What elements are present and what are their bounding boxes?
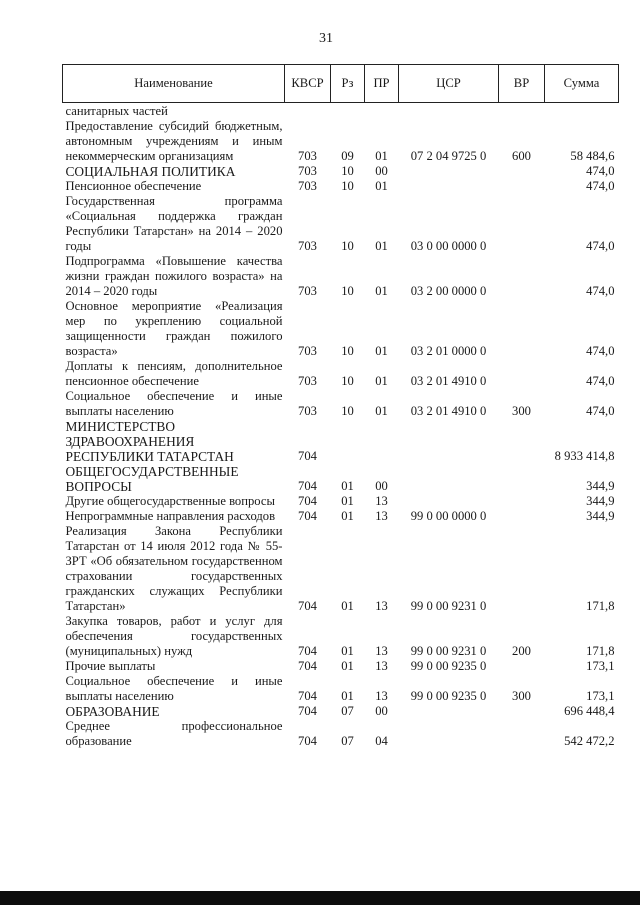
cell-rz: 09 xyxy=(341,149,354,163)
cell-csr xyxy=(399,719,499,749)
cell-sum: 474,0 xyxy=(586,284,615,298)
cell-name: Пенсионное обеспечение xyxy=(65,179,202,193)
cell-name: Основное мероприятие «Реализация мер по укреплению социальной защищенности граждан пожилого возраста» xyxy=(65,299,283,358)
cell-rz: 01 xyxy=(341,599,354,613)
cell-name: Закупка товаров, работ и услуг для обеспечения государственных (муниципальных) нужд xyxy=(65,614,283,658)
cell-csr xyxy=(399,464,499,494)
table-row xyxy=(63,164,619,179)
table-row xyxy=(63,509,619,524)
table-row xyxy=(63,674,619,704)
cell-vr xyxy=(499,524,545,614)
cell-csr: 99 0 00 9231 0 xyxy=(410,599,487,613)
table-row xyxy=(63,179,619,194)
cell-pr: 01 xyxy=(375,284,388,298)
cell-pr: 13 xyxy=(375,689,388,703)
table-row xyxy=(63,254,619,299)
cell-vr: 200 xyxy=(512,644,531,658)
cell-name: Прочие выплаты xyxy=(65,659,156,673)
cell-sum: 474,0 xyxy=(586,374,615,388)
cell-pr: 13 xyxy=(375,644,388,658)
cell-name: Реализация Закона Республики Татарстан от 14 июля 2012 года № 55-ЗРТ «Об обязательном государственном страховании государственных гражданских служащих Республики Татарстан» xyxy=(65,524,283,613)
cell-rz: 01 xyxy=(341,479,354,493)
cell-rz: 01 xyxy=(341,659,354,673)
cell-name: СОЦИАЛЬНАЯ ПОЛИТИКА xyxy=(65,164,236,179)
cell-kvsr: 703 xyxy=(298,284,317,298)
cell-csr: 03 2 01 4910 0 xyxy=(410,374,487,388)
cell-csr: 99 0 00 9235 0 xyxy=(410,689,487,703)
cell-name: Другие общегосударственные вопросы xyxy=(65,494,275,508)
cell-kvsr: 704 xyxy=(298,689,317,703)
cell-vr: 600 xyxy=(512,149,531,163)
cell-sum: 474,0 xyxy=(586,239,615,253)
table-header xyxy=(63,65,619,103)
table-row xyxy=(63,704,619,719)
cell-vr xyxy=(499,164,545,179)
cell-kvsr: 704 xyxy=(298,509,317,523)
cell-kvsr: 703 xyxy=(298,374,317,388)
cell-vr: 300 xyxy=(512,689,531,703)
table-row xyxy=(63,103,619,120)
cell-sum: 8 933 414,8 xyxy=(554,449,615,463)
cell-csr: 99 0 00 0000 0 xyxy=(410,509,487,523)
table-row xyxy=(63,299,619,359)
cell-pr xyxy=(365,419,399,464)
cell-vr xyxy=(499,299,545,359)
cell-pr: 00 xyxy=(375,164,388,178)
header-csr: ЦСР xyxy=(399,65,499,103)
cell-kvsr: 704 xyxy=(298,644,317,658)
cell-kvsr: 703 xyxy=(298,404,317,418)
cell-rz: 10 xyxy=(341,164,354,178)
cell-vr: 300 xyxy=(512,404,531,418)
cell-name: Государственная программа «Социальная поддержка граждан Республики Татарстан» на 2014 – 2020 годы xyxy=(65,194,283,253)
cell-rz: 01 xyxy=(341,509,354,523)
header-kvsr: КВСР xyxy=(285,65,331,103)
table-row xyxy=(63,719,619,749)
cell-sum: 58 484,6 xyxy=(570,149,615,163)
cell-name: Среднее профессиональное образование xyxy=(65,719,283,748)
cell-sum: 344,9 xyxy=(586,479,615,493)
cell-sum: 173,1 xyxy=(586,659,615,673)
cell-vr xyxy=(499,359,545,389)
cell-sum: 542 472,2 xyxy=(564,734,615,748)
cell-name: Непрограммные направления расходов xyxy=(65,509,276,523)
cell-pr: 01 xyxy=(375,179,388,193)
cell-pr: 01 xyxy=(375,404,388,418)
cell-vr xyxy=(499,704,545,719)
cell-name: Подпрограмма «Повышение качества жизни граждан пожилого возраста» на 2014 – 2020 годы xyxy=(65,254,283,298)
cell-vr xyxy=(499,419,545,464)
cell-sum: 696 448,4 xyxy=(564,704,615,718)
cell-vr xyxy=(499,659,545,674)
cell-name: ОБЩЕГОСУДАРСТВЕННЫЕ ВОПРОСЫ xyxy=(65,464,239,494)
cell-kvsr xyxy=(285,103,331,120)
table-row xyxy=(63,419,619,464)
page-number: 31 xyxy=(319,31,333,46)
header-sum: Сумма xyxy=(545,65,619,103)
cell-csr: 03 2 00 0000 0 xyxy=(410,284,487,298)
cell-pr: 00 xyxy=(375,479,388,493)
cell-kvsr: 703 xyxy=(298,164,317,178)
cell-name: Социальное обеспечение и иные выплаты населению xyxy=(65,389,283,418)
cell-kvsr: 703 xyxy=(298,179,317,193)
cell-sum: 171,8 xyxy=(586,599,615,613)
cell-kvsr: 704 xyxy=(298,659,317,673)
cell-rz: 10 xyxy=(341,284,354,298)
cell-rz: 10 xyxy=(341,404,354,418)
cell-sum: 344,9 xyxy=(586,494,615,508)
cell-name: Доплаты к пенсиям, дополнительное пенсионное обеспечение xyxy=(65,359,283,388)
cell-sum: 173,1 xyxy=(586,689,615,703)
cell-vr xyxy=(499,179,545,194)
cell-rz xyxy=(331,103,365,120)
cell-csr xyxy=(399,419,499,464)
cell-kvsr: 703 xyxy=(298,149,317,163)
cell-pr: 01 xyxy=(375,149,388,163)
header-rz: Рз xyxy=(331,65,365,103)
cell-csr xyxy=(399,179,499,194)
cell-kvsr: 704 xyxy=(298,734,317,748)
cell-name: МИНИСТЕРСТВО ЗДРАВООХРАНЕНИЯ РЕСПУБЛИКИ ТАТАРСТАН xyxy=(65,419,234,464)
cell-rz xyxy=(331,419,365,464)
cell-csr: 03 2 01 0000 0 xyxy=(410,344,487,358)
header-pr: ПР xyxy=(365,65,399,103)
cell-name: санитарных частей xyxy=(65,104,168,118)
cell-pr: 13 xyxy=(375,659,388,673)
header-name: Наименование xyxy=(63,65,285,103)
table-body xyxy=(63,103,619,750)
cell-vr xyxy=(499,509,545,524)
cell-kvsr: 703 xyxy=(298,239,317,253)
cell-pr xyxy=(365,103,399,120)
cell-rz: 01 xyxy=(341,689,354,703)
cell-rz: 07 xyxy=(341,734,354,748)
cell-sum: 474,0 xyxy=(586,344,615,358)
cell-vr xyxy=(499,719,545,749)
cell-csr xyxy=(399,103,499,120)
cell-sum: 171,8 xyxy=(586,644,615,658)
cell-pr: 04 xyxy=(375,734,388,748)
cell-kvsr: 704 xyxy=(298,599,317,613)
cell-pr: 13 xyxy=(375,494,388,508)
table-row xyxy=(63,194,619,254)
cell-vr xyxy=(499,103,545,120)
table-row xyxy=(63,524,619,614)
cell-csr: 99 0 00 9235 0 xyxy=(410,659,487,673)
cell-kvsr: 704 xyxy=(298,479,317,493)
cell-pr: 00 xyxy=(375,704,388,718)
cell-vr xyxy=(499,464,545,494)
cell-name: ОБРАЗОВАНИЕ xyxy=(65,704,160,719)
table-row xyxy=(63,464,619,494)
table-row xyxy=(63,494,619,509)
cell-kvsr: 704 xyxy=(298,449,317,463)
cell-pr: 01 xyxy=(375,239,388,253)
cell-kvsr: 704 xyxy=(298,494,317,508)
cell-csr: 07 2 04 9725 0 xyxy=(410,149,487,163)
cell-rz: 10 xyxy=(341,239,354,253)
cell-rz: 10 xyxy=(341,344,354,358)
cell-pr: 01 xyxy=(375,374,388,388)
table-row xyxy=(63,389,619,419)
cell-csr xyxy=(399,704,499,719)
cell-pr: 13 xyxy=(375,599,388,613)
cell-sum: 474,0 xyxy=(586,179,615,193)
budget-table xyxy=(62,64,619,749)
cell-name: Социальное обеспечение и иные выплаты населению xyxy=(65,674,283,703)
cell-csr xyxy=(399,494,499,509)
table-row xyxy=(63,119,619,164)
table-row xyxy=(63,614,619,659)
cell-sum: 474,0 xyxy=(586,164,615,178)
cell-rz: 10 xyxy=(341,374,354,388)
scan-bottom-edge xyxy=(0,891,640,905)
cell-vr xyxy=(499,254,545,299)
cell-csr: 99 0 00 9231 0 xyxy=(410,644,487,658)
cell-vr xyxy=(499,194,545,254)
cell-rz: 01 xyxy=(341,494,354,508)
cell-csr: 03 0 00 0000 0 xyxy=(410,239,487,253)
cell-csr: 03 2 01 4910 0 xyxy=(410,404,487,418)
cell-kvsr: 704 xyxy=(298,704,317,718)
header-vr: ВР xyxy=(499,65,545,103)
cell-vr xyxy=(499,494,545,509)
cell-rz: 10 xyxy=(341,179,354,193)
cell-sum xyxy=(545,103,619,120)
cell-rz: 07 xyxy=(341,704,354,718)
cell-kvsr: 703 xyxy=(298,344,317,358)
cell-csr xyxy=(399,164,499,179)
cell-name: Предоставление субсидий бюджетным, автономным учреждениям и иным некоммерческим организациям xyxy=(65,119,283,163)
table-row xyxy=(63,359,619,389)
cell-pr: 13 xyxy=(375,509,388,523)
cell-rz: 01 xyxy=(341,644,354,658)
table-row xyxy=(63,659,619,674)
cell-sum: 344,9 xyxy=(586,509,615,523)
cell-pr: 01 xyxy=(375,344,388,358)
cell-sum: 474,0 xyxy=(586,404,615,418)
